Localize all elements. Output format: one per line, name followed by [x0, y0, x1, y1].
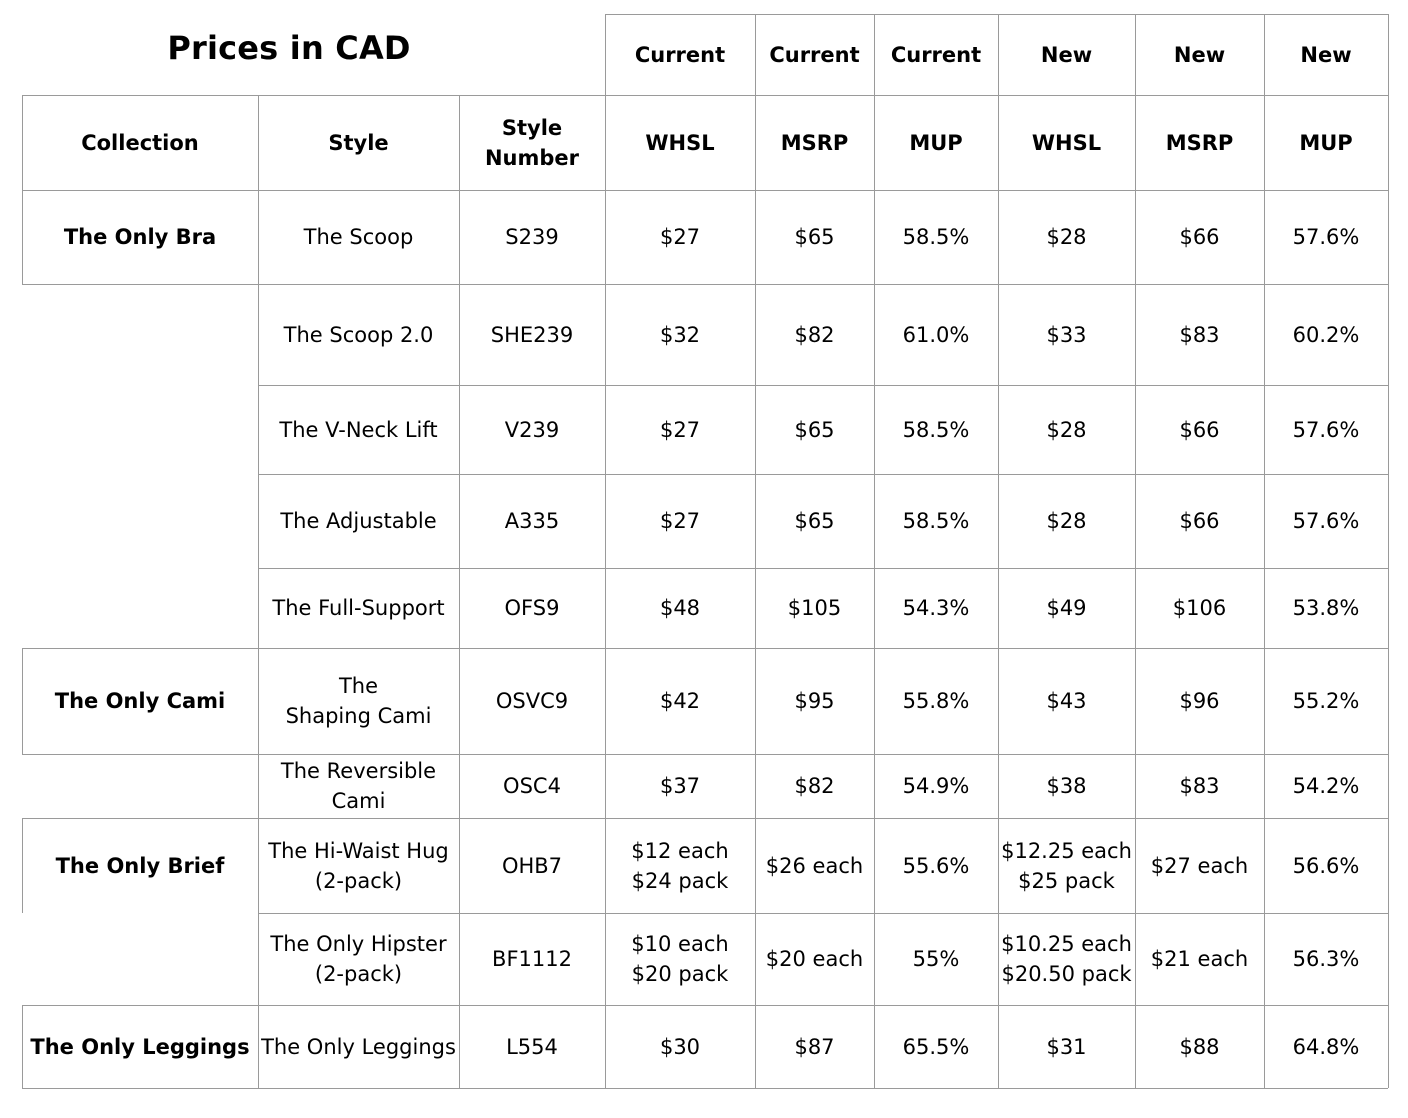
table-cell-number: V239	[504, 417, 560, 442]
table-cell-collection: The Only Bra	[63, 225, 217, 249]
table-cell-new-mup: 54.2%	[1292, 774, 1360, 798]
page-title: Prices in CAD	[167, 29, 411, 67]
table-cell-new-whsl: $33	[1046, 322, 1087, 347]
table-cell-cur-whsl: $32	[659, 322, 701, 347]
table-cell-new-mup: 56.3%	[1292, 947, 1360, 971]
table-cell-style: The V-Neck Lift	[279, 417, 438, 442]
table-cell-new-msrp: $21 each	[1150, 947, 1249, 971]
table-cell-new-msrp: $66	[1179, 417, 1220, 442]
table-cell-new-mup: 53.8%	[1292, 596, 1360, 620]
column-header-cell: WHSL	[1031, 130, 1102, 155]
table-cell-cur-mup: 55.6%	[902, 853, 970, 878]
table-cell-collection: The Only Cami	[54, 689, 226, 713]
table-border	[605, 14, 1388, 15]
column-header-cell: MSRP	[1165, 130, 1234, 155]
table-cell-new-msrp: $106	[1172, 596, 1227, 620]
table-cell-number: A335	[504, 509, 560, 533]
table-cell-new-mup: 57.6%	[1292, 509, 1360, 533]
table-cell-new-mup: 57.6%	[1292, 417, 1360, 442]
table-border	[22, 95, 1388, 96]
table-border	[998, 95, 999, 1088]
table-border	[22, 284, 1388, 285]
table-cell-cur-whsl: $27	[659, 509, 701, 533]
table-cell-new-whsl: $31	[1046, 1034, 1087, 1059]
group-header-cell: New	[1040, 42, 1093, 67]
table-cell-cur-whsl: $30	[659, 1034, 701, 1059]
table-border	[258, 474, 1388, 475]
column-header-cell: MUP	[909, 130, 963, 155]
table-cell-new-msrp: $83	[1179, 774, 1220, 798]
table-cell-cur-whsl: $12 each $24 pack	[631, 838, 729, 893]
table-cell-style: The Only Leggings	[261, 1034, 456, 1059]
table-cell-new-whsl: $43	[1046, 689, 1087, 713]
table-cell-number: OHB7	[501, 853, 563, 878]
table-cell-new-whsl: $38	[1046, 774, 1087, 798]
table-cell-cur-mup: 58.5%	[902, 225, 970, 249]
table-cell-cur-whsl: $27	[659, 417, 701, 442]
table-border	[755, 14, 756, 95]
table-cell-new-msrp: $27 each	[1150, 853, 1249, 878]
table-cell-cur-msrp: $65	[794, 417, 835, 442]
table-cell-style: The Full-Support	[272, 596, 445, 620]
table-border	[1264, 95, 1265, 1088]
table-cell-cur-mup: 65.5%	[902, 1034, 970, 1059]
table-border	[1264, 14, 1265, 95]
table-cell-new-whsl: $28	[1046, 225, 1087, 249]
table-cell-cur-mup: 61.0%	[902, 322, 970, 347]
table-cell-new-whsl: $28	[1046, 509, 1087, 533]
column-header-cell: Style Number	[484, 115, 580, 170]
table-cell-number: OSC4	[503, 774, 561, 798]
table-cell-cur-msrp: $82	[794, 774, 835, 798]
table-border	[22, 818, 1388, 819]
table-cell-cur-mup: 54.9%	[902, 774, 970, 798]
column-header-cell: MSRP	[780, 130, 849, 155]
table-cell-new-msrp: $66	[1179, 225, 1220, 249]
table-cell-cur-msrp: $20 each	[765, 947, 864, 971]
table-cell-new-mup: 57.6%	[1292, 225, 1360, 249]
table-cell-number: OSVC9	[495, 689, 569, 713]
table-cell-new-msrp: $88	[1179, 1034, 1220, 1059]
table-border	[755, 95, 756, 1088]
table-cell-new-mup: 60.2%	[1292, 322, 1360, 347]
table-cell-cur-mup: 55.8%	[902, 689, 970, 713]
table-cell-number: SHE239	[490, 322, 574, 347]
table-border	[22, 95, 23, 190]
table-cell-number: S239	[505, 225, 559, 249]
table-border	[22, 1005, 1388, 1006]
column-header-cell: WHSL	[645, 130, 715, 155]
table-cell-cur-msrp: $65	[794, 509, 835, 533]
table-cell-new-msrp: $96	[1179, 689, 1220, 713]
table-cell-cur-whsl: $37	[659, 774, 701, 798]
table-cell-style: The Scoop	[303, 225, 414, 249]
table-cell-new-mup: 64.8%	[1292, 1034, 1360, 1059]
table-border	[22, 1088, 1388, 1089]
table-cell-cur-mup: 55%	[912, 947, 960, 971]
group-header-cell: New	[1173, 42, 1226, 67]
table-cell-style: The Reversible Cami	[280, 759, 437, 813]
table-border	[605, 14, 606, 95]
table-cell-style: The Scoop 2.0	[283, 322, 434, 347]
table-border	[22, 818, 23, 913]
table-cell-cur-whsl: $48	[659, 596, 701, 620]
table-border	[605, 95, 606, 1088]
table-cell-cur-msrp: $26 each	[765, 853, 864, 878]
table-cell-new-whsl: $28	[1046, 417, 1087, 442]
table-cell-number: L554	[506, 1034, 558, 1059]
table-cell-cur-whsl: $10 each $20 pack	[631, 932, 729, 986]
table-cell-new-msrp: $66	[1179, 509, 1220, 533]
table-cell-new-msrp: $83	[1179, 322, 1220, 347]
table-cell-number: OFS9	[504, 596, 560, 620]
table-cell-style: The Hi-Waist Hug (2-pack)	[268, 838, 449, 893]
group-header-cell: Current	[634, 42, 726, 67]
table-cell-cur-mup: 58.5%	[902, 417, 970, 442]
table-cell-collection: The Only Leggings	[30, 1034, 250, 1059]
table-border	[258, 913, 1388, 914]
table-cell-cur-whsl: $42	[659, 689, 701, 713]
table-border	[1388, 14, 1389, 95]
table-cell-style: The Adjustable	[280, 509, 437, 533]
table-border	[22, 754, 1388, 755]
table-border	[874, 14, 875, 95]
table-border	[459, 95, 460, 1088]
table-cell-cur-msrp: $87	[794, 1034, 835, 1059]
table-border	[874, 95, 875, 1088]
table-border	[1135, 14, 1136, 95]
table-border	[1135, 95, 1136, 1088]
group-header-cell: Current	[769, 42, 860, 67]
table-cell-style: The Only Hipster (2-pack)	[270, 932, 447, 986]
table-cell-cur-msrp: $65	[794, 225, 835, 249]
column-header-cell: MUP	[1299, 130, 1353, 155]
table-cell-cur-mup: 54.3%	[902, 596, 970, 620]
column-header-cell: Collection	[81, 130, 199, 155]
table-cell-cur-msrp: $82	[794, 322, 835, 347]
group-header-cell: New	[1300, 42, 1352, 67]
table-cell-style: The Shaping Cami	[285, 674, 432, 728]
table-cell-collection: The Only Brief	[55, 853, 225, 878]
table-cell-cur-msrp: $95	[794, 689, 835, 713]
table-border	[258, 568, 1388, 569]
table-border	[258, 385, 1388, 386]
table-cell-cur-mup: 58.5%	[902, 509, 970, 533]
table-cell-number: BF1112	[492, 947, 572, 971]
table-border	[22, 190, 1388, 191]
table-border	[258, 95, 259, 1088]
table-cell-new-whsl: $10.25 each $20.50 pack	[1001, 932, 1132, 986]
table-cell-new-whsl: $49	[1046, 596, 1087, 620]
column-header-cell: Style	[328, 130, 389, 155]
table-cell-new-whsl: $12.25 each $25 pack	[1001, 838, 1132, 893]
table-border	[998, 14, 999, 95]
table-border	[22, 190, 23, 284]
table-cell-cur-whsl: $27	[659, 225, 701, 249]
table-border	[22, 648, 1388, 649]
table-border	[22, 648, 23, 754]
table-cell-new-mup: 56.6%	[1292, 853, 1360, 878]
table-border	[22, 1005, 23, 1088]
table-border	[1388, 95, 1389, 1088]
table-cell-cur-msrp: $105	[787, 596, 842, 620]
group-header-cell: Current	[890, 42, 982, 67]
table-cell-new-mup: 55.2%	[1292, 689, 1360, 713]
